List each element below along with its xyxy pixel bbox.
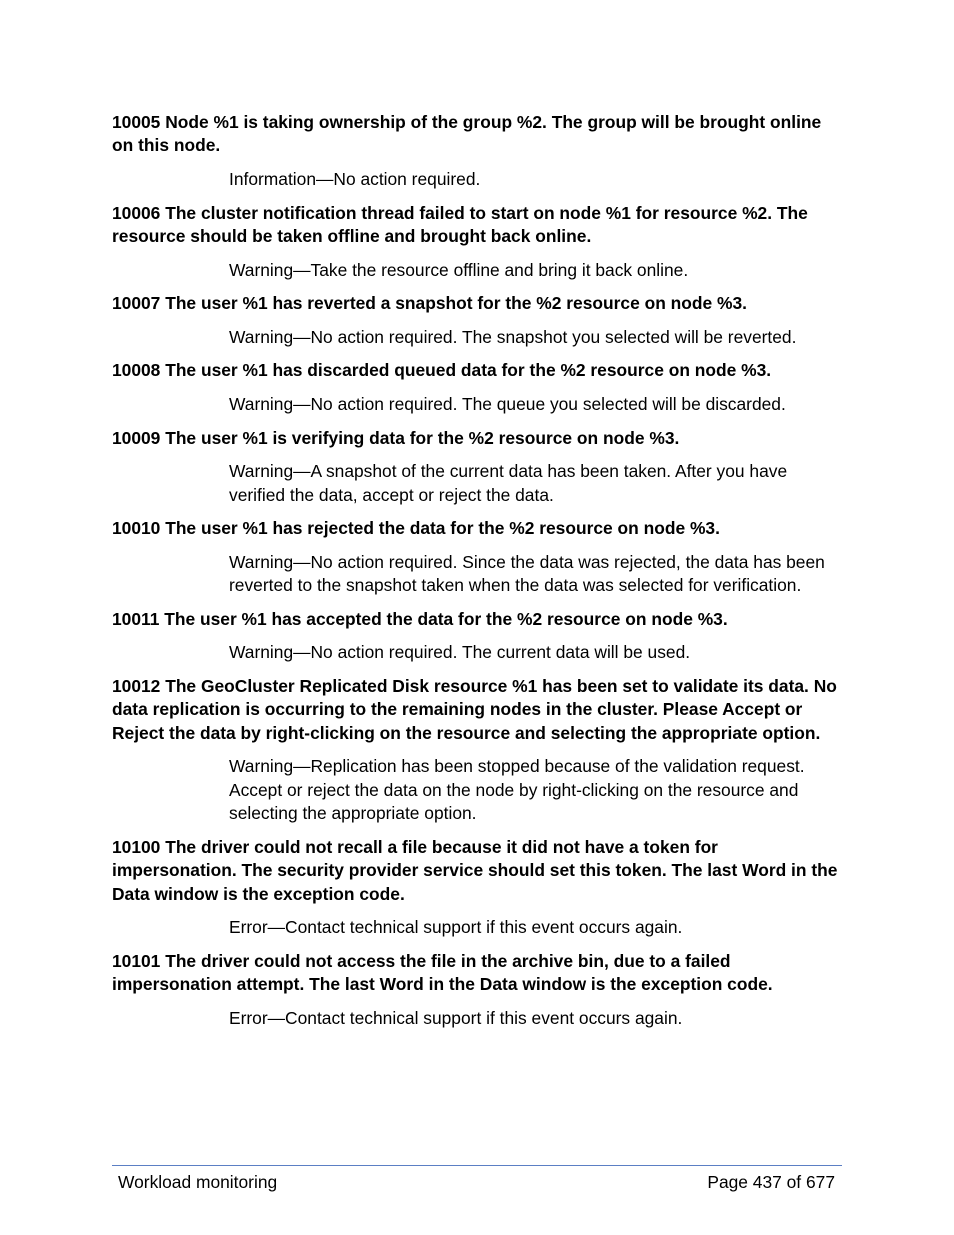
footer-divider (112, 1165, 842, 1166)
event-description: Error—Contact technical support if this event occurs again. (229, 1007, 683, 1028)
footer-page-number: Page 437 of 677 (707, 1172, 835, 1192)
event-description: Warning—No action required. The current data will be used. (229, 642, 691, 663)
event-title: 10006 The cluster notification thread failed to start on node %1 for resource %2. The resource should be taken offline and brought back online. (112, 202, 808, 246)
event-title: 10005 Node %1 is taking ownership of the group %2. The group will be brought online on this node. (112, 112, 822, 156)
event-entry (112, 359, 842, 416)
event-title: 10100 The driver could not recall a file because it did not have a token for impersonation. The security provider service should set this token. The last Word in the Data window is the exception code. (112, 836, 838, 904)
event-description: Warning—Take the resource offline and bring it back online. (229, 259, 689, 280)
event-entry (112, 292, 842, 349)
event-entry (112, 111, 842, 191)
event-description: Warning—No action required. The queue you selected will be discarded. (229, 393, 786, 414)
footer-section-title: Workload monitoring (118, 1172, 278, 1192)
event-description: Warning—No action required. Since the data was rejected, the data has been reverted to the snapshot taken when the data was selected for verification. (229, 551, 825, 596)
event-entry (112, 202, 842, 282)
event-entry (112, 608, 842, 665)
event-description: Warning—A snapshot of the current data has been taken. After you have verified the data, accept or reject the data. (229, 461, 788, 505)
document-body (112, 111, 842, 1040)
event-title: 10010 The user %1 has rejected the data for the %2 resource on node %3. (112, 518, 720, 539)
event-description: Warning—No action required. The snapshot you selected will be reverted. (229, 326, 797, 347)
event-title: 10011 The user %1 has accepted the data for the %2 resource on node %3. (112, 608, 728, 629)
event-description: Error—Contact technical support if this event occurs again. (229, 917, 683, 938)
event-entry (112, 517, 842, 597)
event-entry (112, 836, 842, 940)
event-title: 10008 The user %1 has discarded queued data for the %2 resource on node %3. (112, 360, 772, 381)
event-title: 10101 The driver could not access the file in the archive bin, due to a failed impersonation attempt. The last Word in the Data window is the exception code. (112, 950, 773, 995)
event-entry (112, 427, 842, 507)
event-entry (112, 675, 842, 826)
event-description: Warning—Replication has been stopped because of the validation request. Accept or reject the data on the node by right-clicking on the resource and selecting the appropriate option. (229, 756, 805, 824)
event-title: 10009 The user %1 is verifying data for the %2 resource on node %3. (112, 427, 680, 448)
event-title: 10007 The user %1 has reverted a snapshot for the %2 resource on node %3. (112, 293, 747, 314)
event-description: Information—No action required. (229, 169, 481, 189)
event-entry (112, 950, 842, 1030)
event-title: 10012 The GeoCluster Replicated Disk resource %1 has been set to validate its data. No data replication is occurring to the remaining nodes in the cluster. Please Accept or Reject the data by right-clicking on the resource and selecting the appropriate option. (112, 675, 837, 743)
